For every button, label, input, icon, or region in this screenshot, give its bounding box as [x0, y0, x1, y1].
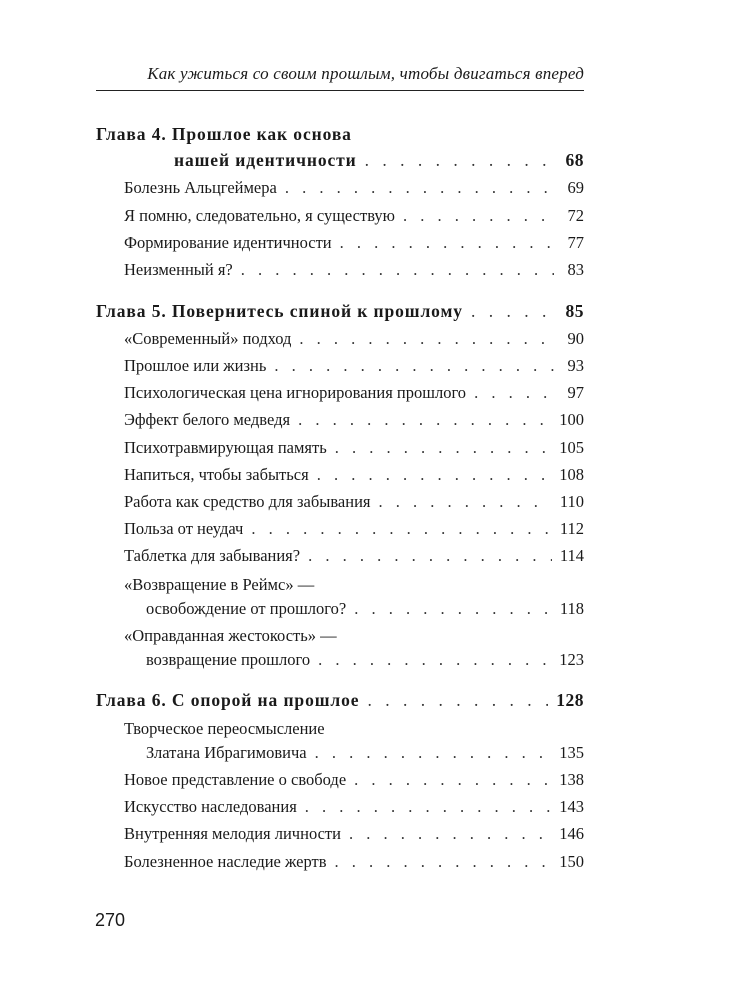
- chapter-4-title-line2: нашей идентичности: [174, 150, 357, 170]
- toc-entry-title-line2: Златана Ибрагимовича: [146, 743, 307, 762]
- toc-entry-page: 77: [567, 233, 584, 252]
- toc-entry[interactable]: [124, 205, 584, 227]
- table-of-contents: [96, 0, 584, 1001]
- toc-entry[interactable]: [124, 259, 584, 281]
- toc-entry-title: Психотравмирующая память: [124, 438, 327, 457]
- toc-entry[interactable]: [146, 742, 584, 764]
- toc-entry-chapter-4[interactable]: [174, 149, 584, 171]
- toc-entry[interactable]: [124, 232, 584, 254]
- toc-entry-page: 83: [567, 260, 584, 279]
- chapter-4-title-line1: Глава 4. Прошлое как основа: [96, 124, 352, 144]
- chapter-5-page: 85: [565, 301, 584, 321]
- toc-entry[interactable]: [124, 328, 584, 350]
- dot-leader: [318, 649, 551, 671]
- dot-leader: [251, 518, 552, 540]
- toc-entry-page: 105: [559, 438, 584, 457]
- toc-entry-page: 118: [559, 599, 584, 618]
- dot-leader: [379, 491, 552, 513]
- toc-entry-title: Неизменный я?: [124, 260, 233, 279]
- toc-entry[interactable]: [124, 464, 584, 486]
- toc-entry[interactable]: [124, 823, 584, 845]
- toc-entry-title: «Современный» подход: [124, 329, 292, 348]
- toc-entry[interactable]: [146, 649, 584, 671]
- dot-leader: [241, 259, 554, 281]
- chapter-6-title: Глава 6. С опорой на прошлое: [96, 690, 360, 710]
- toc-entry-page: 108: [559, 465, 584, 484]
- toc-entry-title: Болезненное наследие жертв: [124, 852, 327, 871]
- toc-entry[interactable]: [146, 598, 584, 620]
- toc-entry-page: 93: [567, 356, 584, 375]
- toc-entry-title: Болезнь Альцгеймера: [124, 178, 277, 197]
- toc-entry[interactable]: [124, 796, 584, 818]
- toc-entry-page: 72: [567, 206, 584, 225]
- toc-entry-page: 100: [559, 410, 584, 429]
- dot-leader: [365, 149, 554, 171]
- toc-entry-page: 97: [567, 383, 584, 402]
- toc-entry-page: 90: [567, 329, 584, 348]
- toc-entry[interactable]: [124, 851, 584, 873]
- dot-leader: [474, 382, 554, 404]
- toc-entry-page: 112: [559, 519, 584, 538]
- toc-entry-page: 146: [559, 824, 584, 843]
- toc-entry[interactable]: [124, 177, 584, 199]
- toc-entry[interactable]: [124, 545, 584, 567]
- dot-leader: [285, 177, 554, 199]
- toc-entry[interactable]: [124, 437, 584, 459]
- toc-entry-page: 138: [559, 770, 584, 789]
- toc-entry-page: 143: [559, 797, 584, 816]
- dot-leader: [305, 796, 551, 818]
- toc-entry-title: Внутренняя мелодия личности: [124, 824, 341, 843]
- toc-entry-chapter-5[interactable]: [96, 300, 584, 322]
- toc-entry-title-line1: «Возвращение в Реймс» —: [124, 575, 315, 594]
- chapter-4-page: 68: [565, 150, 584, 170]
- toc-entry-page: 69: [567, 178, 584, 197]
- dot-leader: [274, 355, 554, 377]
- dot-leader: [335, 851, 552, 873]
- dot-leader: [299, 328, 554, 350]
- toc-entry-title: Формирование идентичности: [124, 233, 332, 252]
- dot-leader: [367, 689, 548, 711]
- toc-entry-title: Польза от неудач: [124, 519, 244, 538]
- dot-leader: [354, 598, 552, 620]
- toc-entry-title: Эффект белого медведя: [124, 410, 291, 429]
- toc-entry[interactable]: [124, 355, 584, 377]
- toc-entry-page: 114: [559, 546, 584, 565]
- toc-entry-title-line2: возвращение прошлого: [146, 650, 311, 669]
- toc-entry-page: 150: [559, 852, 584, 871]
- running-header: Как ужиться со своим прошлым, чтобы двигаться вперед: [96, 62, 584, 91]
- toc-entry[interactable]: [124, 518, 584, 540]
- toc-entry-page: 110: [559, 492, 584, 511]
- dot-leader: [298, 409, 551, 431]
- dot-leader: [308, 545, 552, 567]
- toc-entry-page: 123: [559, 650, 584, 669]
- toc-entry-title: Таблетка для забывания?: [124, 546, 301, 565]
- chapter-5-title: Глава 5. Повернитесь спиной к прошлому: [96, 301, 463, 321]
- toc-entry[interactable]: [124, 769, 584, 791]
- dot-leader: [354, 769, 551, 791]
- toc-entry-title-line2: освобождение от прошлого?: [146, 599, 347, 618]
- toc-entry-title-line1: «Оправданная жестокость» —: [124, 626, 337, 645]
- dot-leader: [403, 205, 554, 227]
- toc-entry-title: Искусство наследования: [124, 797, 297, 816]
- toc-entry-title: Прошлое или жизнь: [124, 356, 267, 375]
- toc-entry[interactable]: [124, 409, 584, 431]
- toc-entry[interactable]: [124, 382, 584, 404]
- chapter-6-page: 128: [556, 690, 584, 710]
- dot-leader: [317, 464, 552, 486]
- toc-entry-title: Я помню, следовательно, я существую: [124, 206, 395, 225]
- toc-entry-chapter-6[interactable]: [96, 689, 584, 711]
- toc-entry-title: Психологическая цена игнорирования прошлого: [124, 383, 467, 402]
- dot-leader: [471, 300, 554, 322]
- toc-entry-title: Работа как средство для забывания: [124, 492, 371, 511]
- toc-entry[interactable]: [124, 491, 584, 513]
- toc-entry-title: Напиться, чтобы забыться: [124, 465, 309, 484]
- dot-leader: [335, 437, 551, 459]
- dot-leader: [349, 823, 551, 845]
- toc-entry-page: 135: [559, 743, 584, 762]
- dot-leader: [340, 232, 554, 254]
- dot-leader: [315, 742, 552, 764]
- toc-entry-title: Новое представление о свободе: [124, 770, 347, 789]
- page-number: 270: [95, 910, 126, 930]
- toc-entry-title-line1: Творческое переосмысление: [124, 719, 325, 738]
